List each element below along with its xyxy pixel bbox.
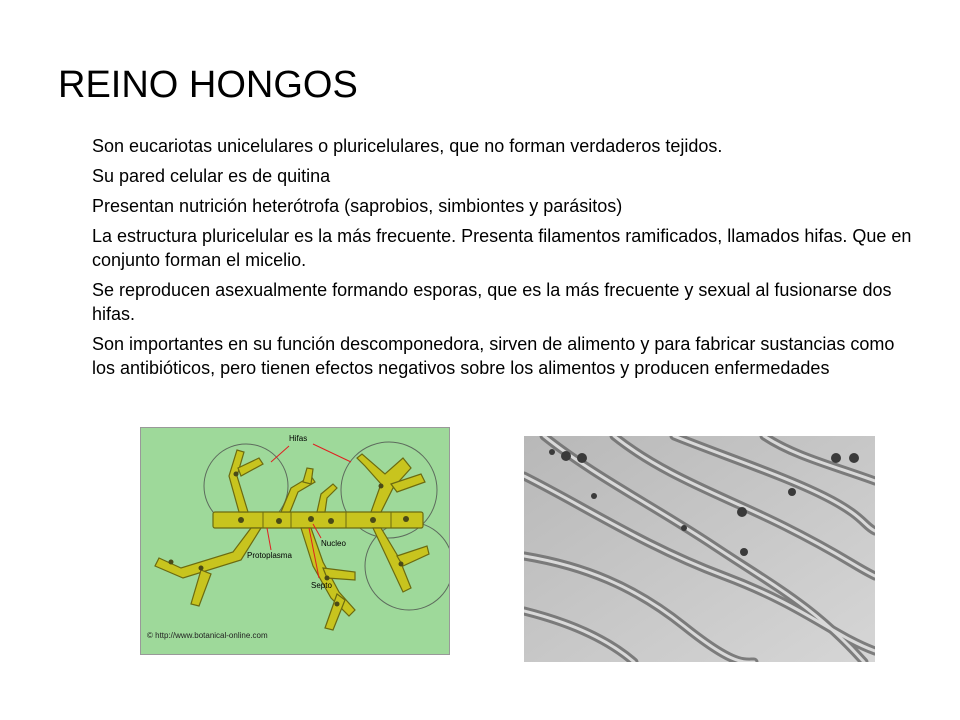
bullet-list <box>92 134 912 386</box>
label-nucleo: Nucleo <box>321 539 346 548</box>
bullet-item: La estructura pluricelular es la más frecuente. Presenta filamentos ramificados, llamados hifas. Que en conjunto forman el micelio. <box>92 226 912 270</box>
bullet-item: Son importantes en su función descomponedora, sirven de alimento y para fabricar sustancias como los antibióticos, pero tienen efectos negativos sobre los alimentos y producen enfermedades <box>92 334 895 378</box>
micrograph-svg <box>524 436 875 662</box>
label-hifas: Hifas <box>289 434 308 443</box>
hyphae-diagram <box>140 427 450 655</box>
bullet-item: Son eucariotas unicelulares o pluricelulares, que no forman verdaderos tejidos. <box>92 136 723 156</box>
hyphae-micrograph <box>524 436 875 662</box>
bullet-item: Presentan nutrición heterótrofa (saprobios, simbiontes y parásitos) <box>92 196 623 216</box>
bullet-item: Su pared celular es de quitina <box>92 166 331 186</box>
label-septo: Septo <box>311 581 332 590</box>
slide-title: REINO HONGOS <box>58 64 358 106</box>
label-protoplasma: Protoplasma <box>247 551 292 560</box>
bullet-item: Se reproducen asexualmente formando esporas, que es la más frecuente y sexual al fusionarse dos hifas. <box>92 280 892 324</box>
diagram-credit: © http://www.botanical-online.com <box>147 631 268 640</box>
hyphae-diagram-svg <box>141 428 450 655</box>
